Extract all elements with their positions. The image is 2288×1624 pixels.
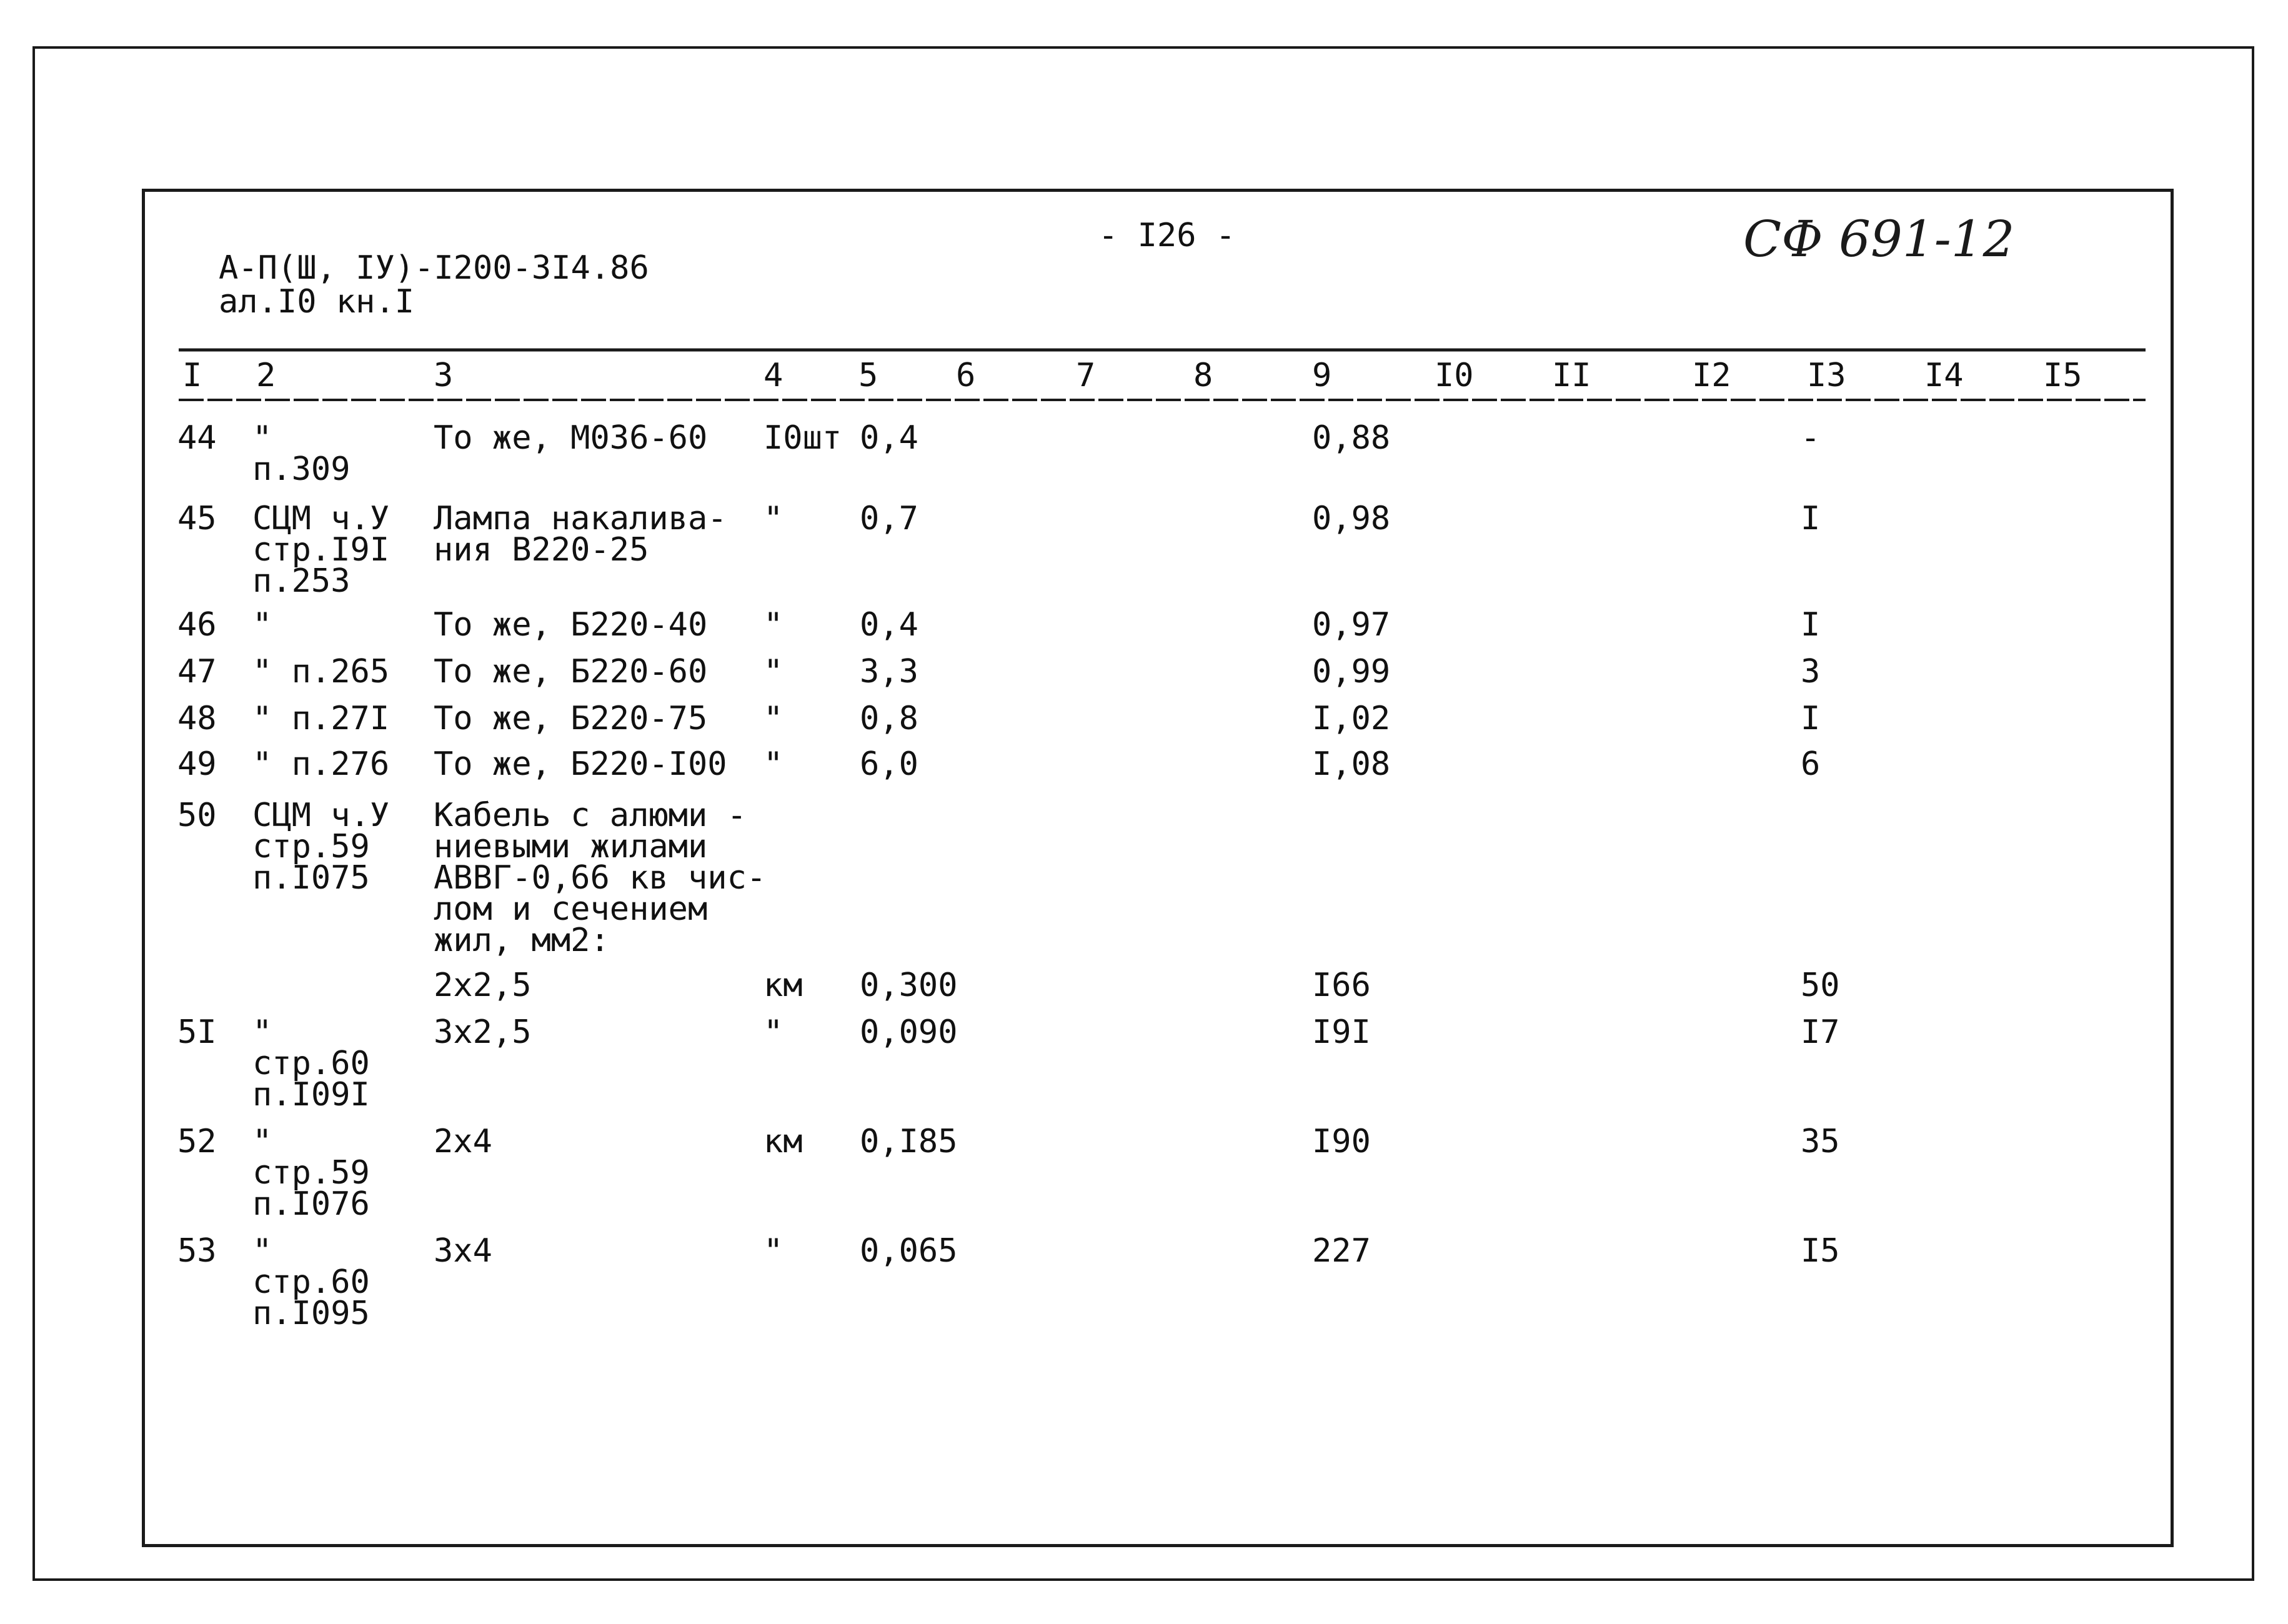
item-name: То же, Б220-60 bbox=[434, 653, 708, 690]
unit: " bbox=[763, 1014, 783, 1051]
row-number: 5I bbox=[177, 1014, 217, 1051]
item-name: 2х4 bbox=[434, 1123, 492, 1160]
value-col-9: 0,98 bbox=[1312, 500, 1391, 537]
value-col-9: I9I bbox=[1312, 1014, 1371, 1051]
item-name: То же, М036-60 bbox=[434, 419, 708, 457]
unit: I0шт bbox=[763, 419, 842, 457]
value-col-9: I66 bbox=[1312, 967, 1371, 1004]
column-header-11: II bbox=[1552, 357, 1591, 394]
unit: " bbox=[763, 500, 783, 537]
column-header-3: 3 bbox=[434, 357, 454, 394]
value-col-13: 50 bbox=[1801, 967, 1840, 1004]
value-col-13: I bbox=[1801, 500, 1821, 537]
value-col-13: I bbox=[1801, 606, 1821, 644]
source-reference: СЦМ ч.У стр.59 п.I075 bbox=[252, 797, 390, 897]
value-col-13: I5 bbox=[1801, 1232, 1840, 1270]
value-col-9: 0,97 bbox=[1312, 606, 1391, 644]
handwritten-reference: СФ 691-12 bbox=[1743, 210, 2015, 268]
quantity-col-5: 0,065 bbox=[860, 1232, 958, 1270]
row-number: 47 bbox=[177, 653, 217, 690]
value-col-13: - bbox=[1801, 419, 1821, 457]
value-col-9: I,02 bbox=[1312, 700, 1391, 737]
value-col-9: I90 bbox=[1312, 1123, 1371, 1160]
unit: " bbox=[763, 745, 783, 783]
value-col-13: I7 bbox=[1801, 1014, 1840, 1051]
column-header-13: I3 bbox=[1807, 357, 1846, 394]
value-col-13: 6 bbox=[1801, 745, 1821, 783]
unit: " bbox=[763, 1232, 783, 1270]
unit: км bbox=[763, 1123, 803, 1160]
quantity-col-5: 0,8 bbox=[860, 700, 918, 737]
row-number: 53 bbox=[177, 1232, 217, 1270]
quantity-col-5: 0,090 bbox=[860, 1014, 958, 1051]
column-header-4: 4 bbox=[763, 357, 783, 394]
item-name: 2х2,5 bbox=[434, 967, 532, 1004]
row-number: 48 bbox=[177, 700, 217, 737]
source-reference: " п.309 bbox=[252, 419, 351, 488]
column-header-2: 2 bbox=[256, 357, 276, 394]
source-reference: " п.276 bbox=[252, 745, 390, 783]
column-header-1: I bbox=[182, 357, 202, 394]
row-number: 44 bbox=[177, 419, 217, 457]
row-number: 49 bbox=[177, 745, 217, 783]
item-name: То же, Б220-40 bbox=[434, 606, 708, 644]
quantity-col-5: 0,4 bbox=[860, 606, 918, 644]
source-reference: " стр.60 п.I09I bbox=[252, 1014, 370, 1113]
source-reference: " стр.59 п.I076 bbox=[252, 1123, 370, 1223]
row-number: 50 bbox=[177, 797, 217, 834]
value-col-9: 227 bbox=[1312, 1232, 1371, 1270]
item-name: Лампа накалива- ния В220-25 bbox=[434, 500, 727, 569]
column-header-12: I2 bbox=[1692, 357, 1731, 394]
album-reference: ал.I0 кн.I bbox=[219, 283, 415, 321]
item-name: То же, Б220-75 bbox=[434, 700, 708, 737]
quantity-col-5: 0,7 bbox=[860, 500, 918, 537]
column-header-7: 7 bbox=[1076, 357, 1096, 394]
item-name: Кабель с алюми - ниевыми жилами АВВГ-0,66 кв чис- лом и сечением жил, мм2: bbox=[434, 797, 767, 959]
value-col-9: 0,88 bbox=[1312, 419, 1391, 457]
row-number: 46 bbox=[177, 606, 217, 644]
column-header-10: I0 bbox=[1435, 357, 1474, 394]
column-header-6: 6 bbox=[956, 357, 976, 394]
quantity-col-5: 3,3 bbox=[860, 653, 918, 690]
source-reference: " bbox=[252, 606, 272, 644]
item-name: 3х2,5 bbox=[434, 1014, 532, 1051]
quantity-col-5: 0,300 bbox=[860, 967, 958, 1004]
column-header-15: I5 bbox=[2043, 357, 2082, 394]
source-reference: СЦМ ч.У стр.I9I п.253 bbox=[252, 500, 390, 600]
row-number: 52 bbox=[177, 1123, 217, 1160]
value-col-9: I,08 bbox=[1312, 745, 1391, 783]
column-header-14: I4 bbox=[1924, 357, 1964, 394]
quantity-col-5: 0,I85 bbox=[860, 1123, 958, 1160]
source-reference: " п.27I bbox=[252, 700, 390, 737]
document-code: А-П(Ш, IУ)-I200-3I4.86 bbox=[219, 249, 649, 287]
column-header-5: 5 bbox=[858, 357, 878, 394]
column-header-8: 8 bbox=[1193, 357, 1213, 394]
value-col-13: I bbox=[1801, 700, 1821, 737]
item-name: 3х4 bbox=[434, 1232, 492, 1270]
value-col-13: 35 bbox=[1801, 1123, 1840, 1160]
unit: " bbox=[763, 653, 783, 690]
unit: км bbox=[763, 967, 803, 1004]
quantity-col-5: 0,4 bbox=[860, 419, 918, 457]
quantity-col-5: 6,0 bbox=[860, 745, 918, 783]
source-reference: " стр.60 п.I095 bbox=[252, 1232, 370, 1332]
value-col-9: 0,99 bbox=[1312, 653, 1391, 690]
page-number: - I26 - bbox=[1098, 217, 1236, 254]
row-number: 45 bbox=[177, 500, 217, 537]
unit: " bbox=[763, 606, 783, 644]
unit: " bbox=[763, 700, 783, 737]
value-col-13: 3 bbox=[1801, 653, 1821, 690]
source-reference: " п.265 bbox=[252, 653, 390, 690]
column-header-9: 9 bbox=[1312, 357, 1332, 394]
item-name: То же, Б220-I00 bbox=[434, 745, 727, 783]
